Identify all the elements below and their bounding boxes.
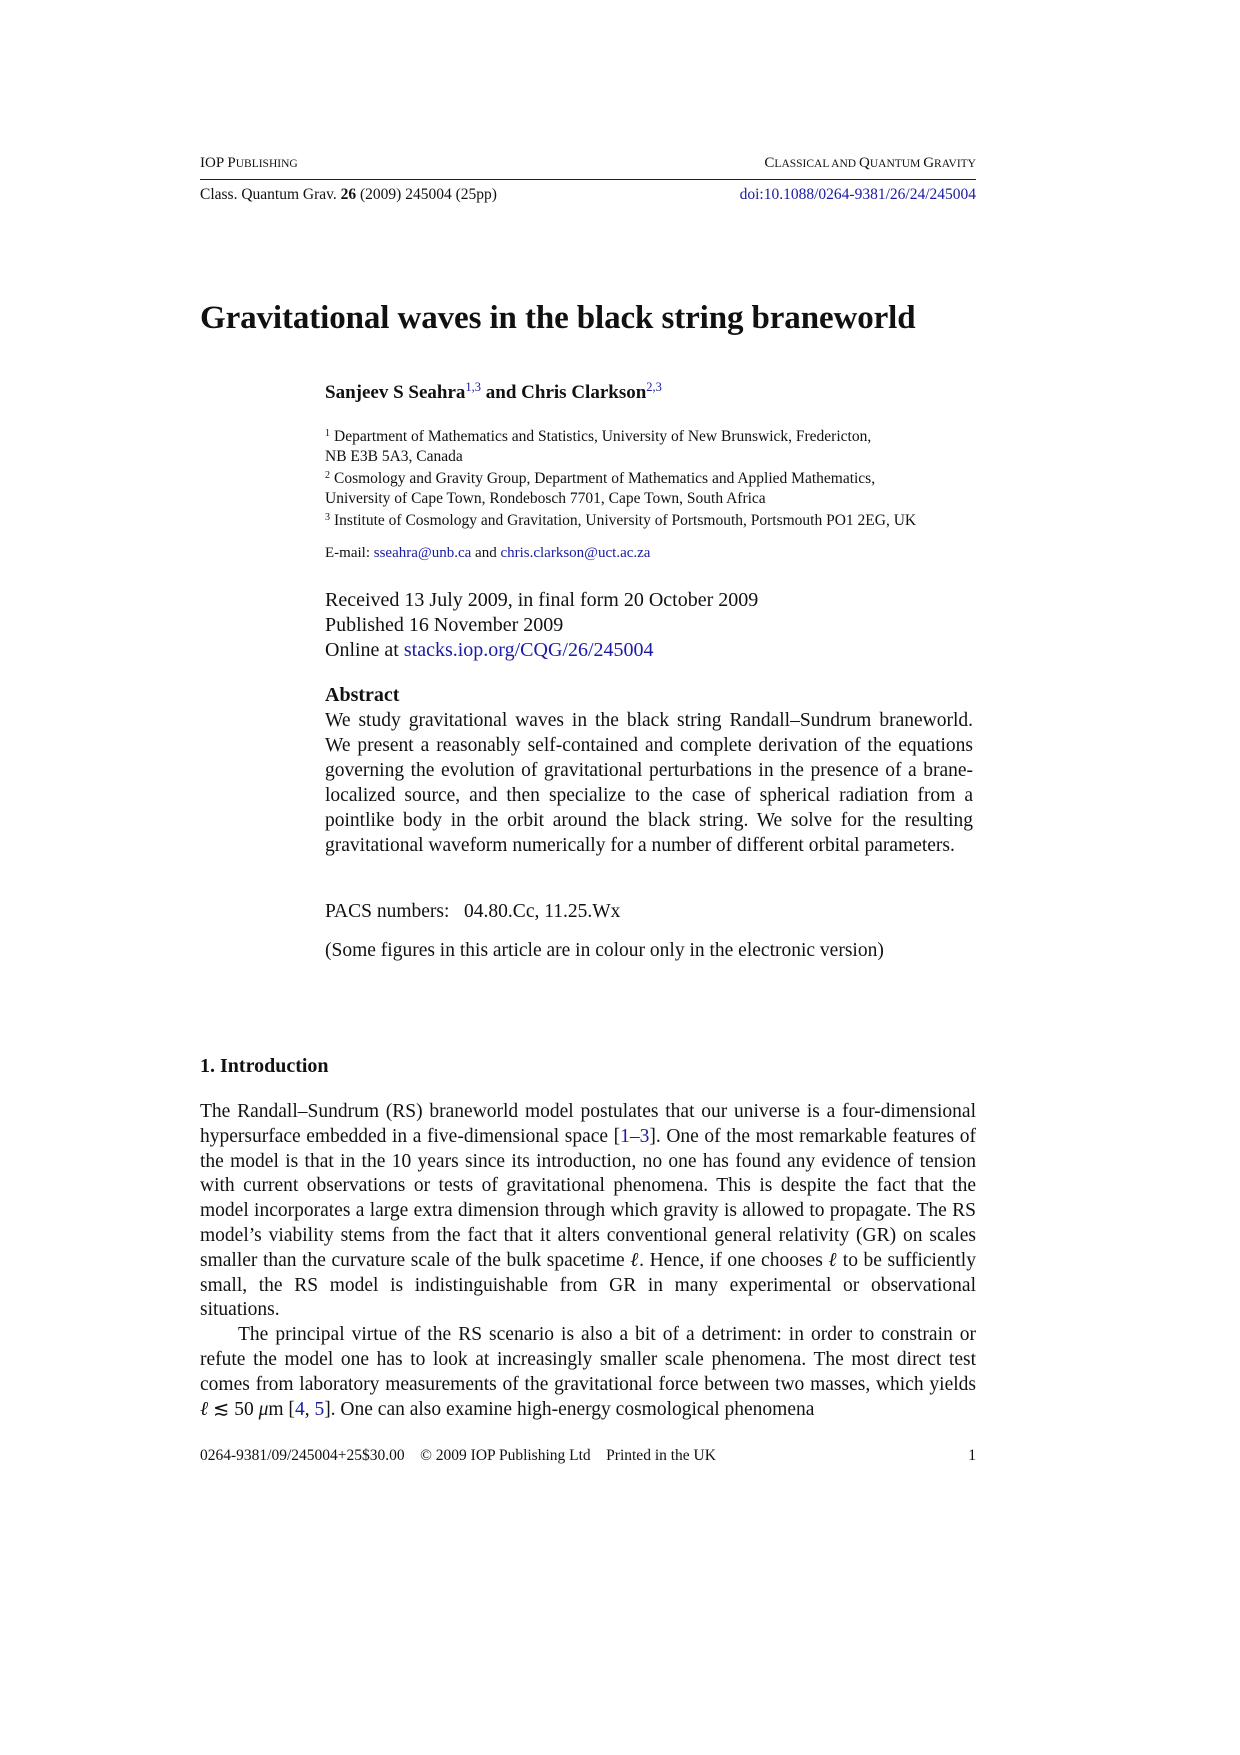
ell-symbol: ℓ	[828, 1249, 838, 1271]
email-label: E-mail:	[325, 545, 370, 561]
affiliation: $^1$ Department of Mathematics and Statistics, University of New Brunswick, Fredericton, NB E3B 5A3, Canada	[325, 428, 872, 465]
author-affiliation-link[interactable]: 2,3	[646, 380, 662, 394]
ell-symbol: ℓ	[630, 1249, 640, 1271]
affiliation: $^3$ Institute of Cosmology and Gravitation, University of Portsmouth, Portsmouth PO1 2EG, UK	[325, 512, 917, 530]
email-link[interactable]: chris.clarkson@uct.ac.za	[500, 545, 651, 561]
abstract-text: We study gravitational waves in the black string Randall–Sundrum braneworld. We present a reasonably self-contained and complete derivation of the equations governing the evolution of gravitational perturbations in the presence of a brane-localized source, and then specialize to the case of spherical radiation from a pointlike body in the orbit around the black string. We solve for the resulting gravitational waveform numerically for a number of different orbital parameters.	[325, 710, 973, 856]
author-name: Sanjeev S Seahra	[325, 382, 466, 403]
paragraph: The Randall–Sundrum (RS) braneworld model postulates that our universe is a four-dimensional hypersurface embedded in a five-dimensional space [1–3]. One of the most remarkable features of the model is that in the 10 years since its introduction, no one has found any evidence of tension with current observations or tests of gravitational phenomena. This is despite the fact that the model incorporates a large extra dimension through which gravity is allowed to propagate. The RS model’s viability stems from the fact that it alters conventional general relativity (GR) on scales smaller than the curvature scale of the bulk spacetime ℓ. Hence, if one chooses ℓ to be sufficiently small, the RS model is indistinguishable from GR in many experimental or observational situations.	[200, 1101, 976, 1321]
colour-note: (Some figures in this article are in colour only in the electronic version)	[325, 940, 884, 961]
affiliation-mark: 1	[325, 428, 330, 439]
affiliations	[325, 424, 985, 531]
paragraph: The principal virtue of the RS scenario is also a bit of a detriment: in order to constrain or refute the model one has to look at increasingly smaller scale phenomena. The most direct test comes from laboratory measurements of the gravitational force between two masses, which yields ℓ ≲ 50 μm [4, 5]. One can also examine high-energy cosmological phenomena	[200, 1324, 976, 1420]
pacs-numbers: PACS numbers: 04.80.Cc, 11.25.Wx	[325, 901, 621, 922]
author-name: Chris Clarkson	[521, 382, 647, 403]
paper-title: Gravitational waves in the black string braneworld	[200, 300, 916, 336]
published-date: Published 16 November 2009	[325, 614, 564, 636]
reference-link[interactable]: 5	[314, 1398, 325, 1420]
email-link[interactable]: sseahra@unb.ca	[373, 545, 472, 561]
affiliation-mark: 2	[325, 470, 330, 482]
online-link[interactable]: stacks.iop.org/CQG/26/245004	[403, 639, 654, 661]
publication-dates	[325, 588, 758, 663]
author-list	[325, 380, 662, 404]
email-line: E-mail: sseahra@unb.ca and chris.clarkson@uct.ac.za	[325, 545, 651, 561]
affiliation: $^2$ Cosmology and Gravity Group, Department of Mathematics and Applied Mathematics, University of Cape Town, Rondebosch 7701, Cape Town, South Africa	[325, 470, 876, 507]
received-date: Received 13 July 2009, in final form 20 October 2009	[325, 589, 759, 611]
author-affiliation-link[interactable]: 1,3	[465, 380, 482, 394]
abstract-heading: Abstract	[325, 684, 400, 706]
header-rule	[200, 179, 976, 180]
author-conjunction: and	[485, 382, 517, 403]
journal-name: CLASSICAL AND QUANTUM GRAVITY	[764, 155, 976, 171]
reference-link[interactable]: 1–3	[620, 1125, 650, 1147]
running-header	[200, 155, 976, 175]
mu-symbol: μ	[258, 1398, 269, 1420]
abstract	[325, 683, 973, 858]
doi-link[interactable]: doi:10.1088/0264-9381/26/24/245004	[739, 186, 976, 203]
ell-symbol: ℓ	[200, 1398, 209, 1420]
online-line: Online at stacks.iop.org/CQG/26/245004	[325, 639, 654, 661]
page-number: 1	[968, 1447, 976, 1464]
section-heading: 1. Introduction	[200, 1055, 329, 1077]
publisher-name: IOP PUBLISHING	[200, 155, 298, 171]
section-body	[200, 1100, 976, 1422]
footer-copyright: 0264-9381/09/245004+25$30.00 © 2009 IOP Publishing Ltd Printed in the UK	[200, 1447, 716, 1464]
affiliation-mark: 3	[325, 512, 330, 524]
citation-reference: Class. Quantum Grav. 26 (2009) 245004 (25pp)	[200, 186, 497, 203]
reference-link[interactable]: 4	[294, 1398, 305, 1420]
